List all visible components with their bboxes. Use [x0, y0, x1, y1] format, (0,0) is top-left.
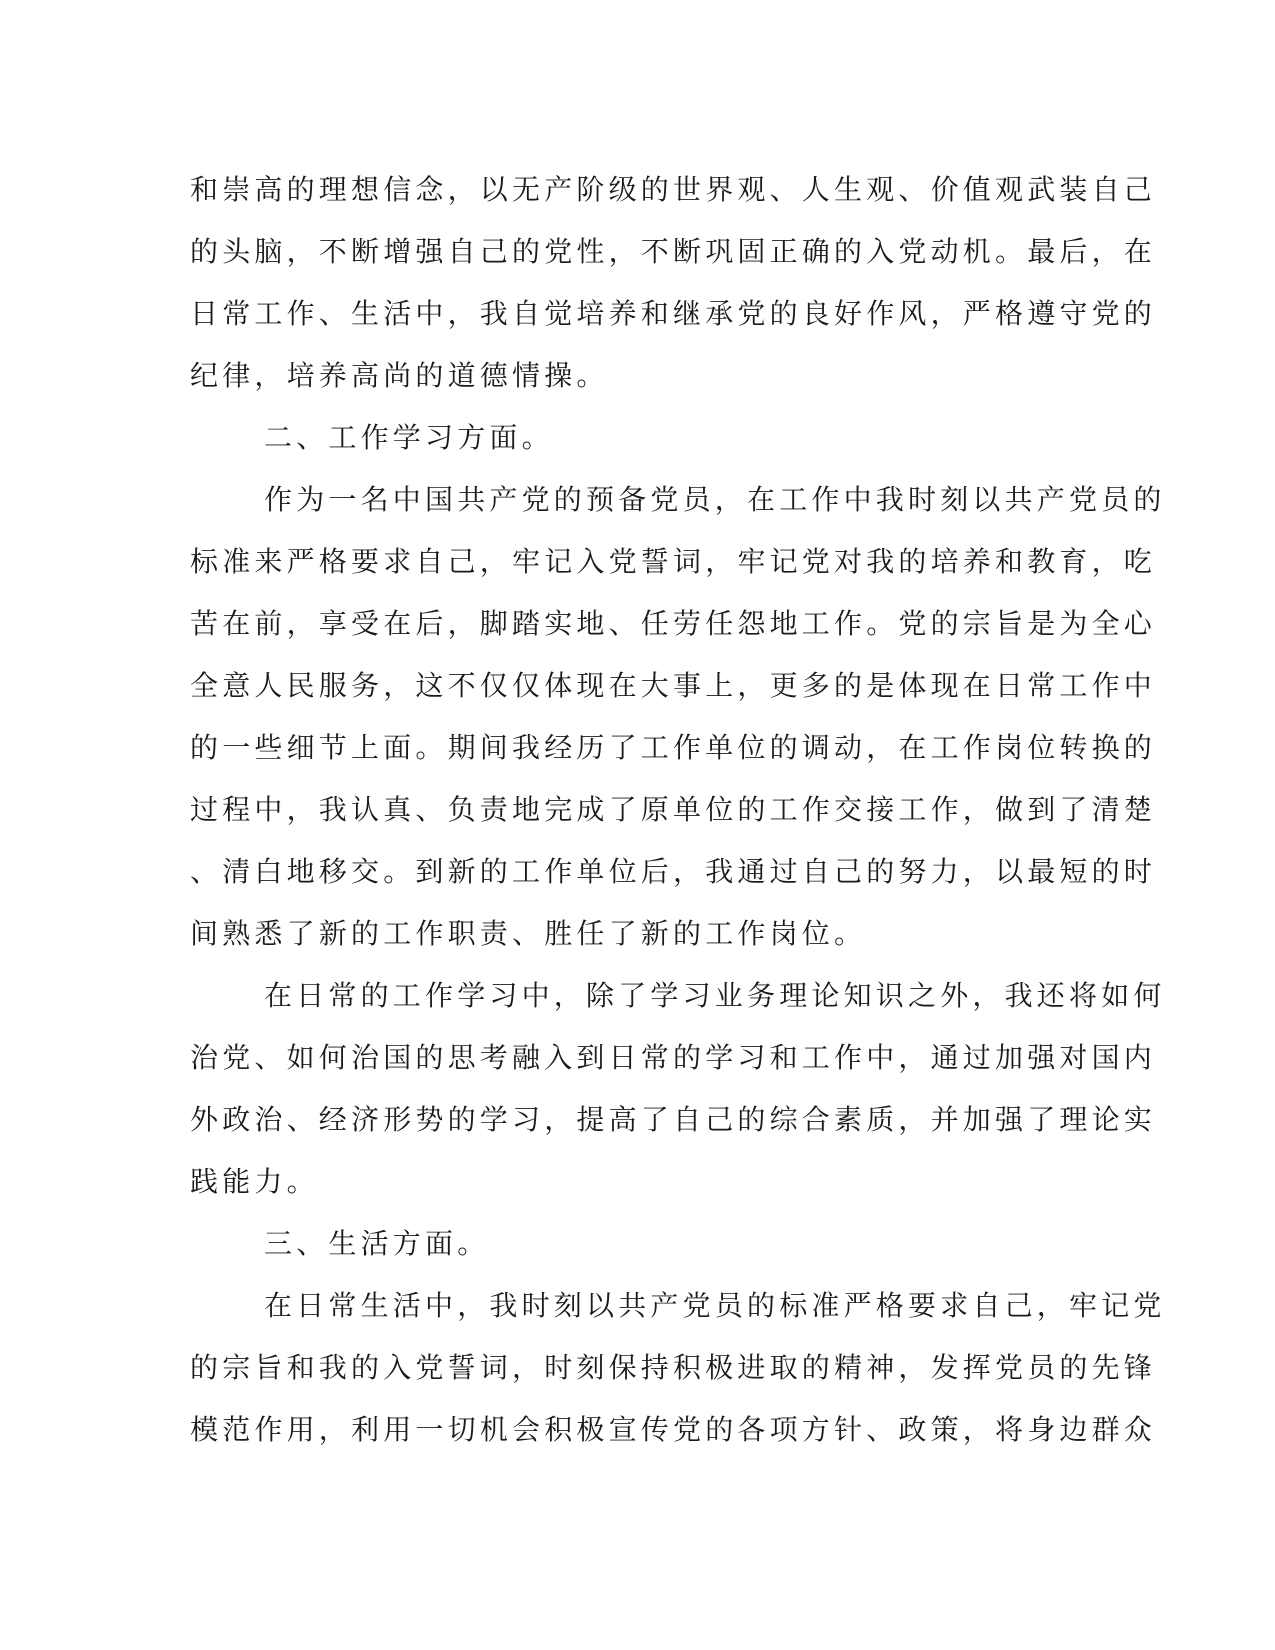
section-heading-life: 三、生活方面。 — [264, 1227, 490, 1260]
text-line: 模范作用，利用一切机会积极宣传党的各项方针、政策，将身边群众 — [190, 1413, 1157, 1446]
text-line: 标准来严格要求自己，牢记入党誓词，牢记党对我的培养和教育，吃 — [190, 545, 1157, 578]
text-line: 和崇高的理想信念，以无产阶级的世界观、人生观、价值观武装自己 — [190, 173, 1157, 206]
text-line: 的宗旨和我的入党誓词，时刻保持积极进取的精神，发挥党员的先锋 — [190, 1351, 1157, 1384]
text-line: 在日常生活中，我时刻以共产党员的标准严格要求自己，牢记党 — [264, 1289, 1166, 1322]
text-line: 践能力。 — [190, 1165, 319, 1198]
text-line: 日常工作、生活中，我自觉培养和继承党的良好作风，严格遵守党的 — [190, 297, 1157, 330]
text-line: 纪律，培养高尚的道德情操。 — [190, 359, 609, 392]
document-body — [190, 159, 1166, 1461]
text-line: 的一些细节上面。期间我经历了工作单位的调动，在工作岗位转换的 — [190, 731, 1157, 764]
text-line: 作为一名中国共产党的预备党员，在工作中我时刻以共产党员的 — [264, 483, 1166, 516]
text-line: 外政治、经济形势的学习，提高了自己的综合素质，并加强了理论实 — [190, 1103, 1157, 1136]
text-line: 、清白地移交。到新的工作单位后，我通过自己的努力，以最短的时 — [190, 855, 1157, 888]
text-line: 间熟悉了新的工作职责、胜任了新的工作岗位。 — [190, 917, 867, 950]
text-line: 治党、如何治国的思考融入到日常的学习和工作中，通过加强对国内 — [190, 1041, 1157, 1074]
text-line: 在日常的工作学习中，除了学习业务理论知识之外，我还将如何 — [264, 979, 1166, 1012]
text-line: 的头脑，不断增强自己的党性，不断巩固正确的入党动机。最后，在 — [190, 235, 1157, 268]
text-line: 苦在前，享受在后，脚踏实地、任劳任怨地工作。党的宗旨是为全心 — [190, 607, 1157, 640]
section-heading-work-study: 二、工作学习方面。 — [264, 421, 554, 454]
text-line: 全意人民服务，这不仅仅体现在大事上，更多的是体现在日常工作中 — [190, 669, 1157, 702]
text-line: 过程中，我认真、负责地完成了原单位的工作交接工作，做到了清楚 — [190, 793, 1157, 826]
